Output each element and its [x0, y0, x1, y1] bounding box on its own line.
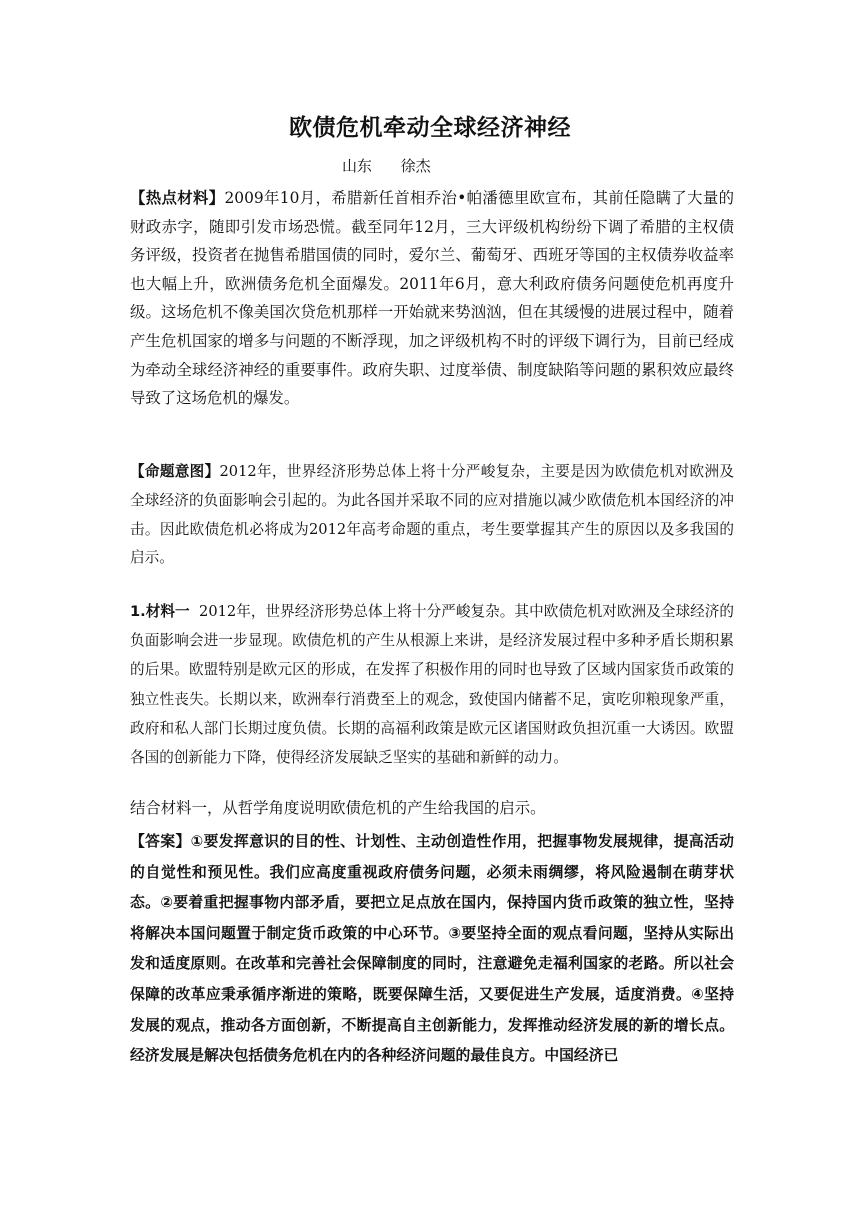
intent-text: 2012年，世界经济形势总体上将十分严峻复杂，主要是因为欧债危机对欧洲及全球经济的负面影响会引起的。为此各国并采取不同的应对措施以减少欧债危机本国经济的冲击。因此欧债危机必将成为2012年高考命题的重点，考生要掌握其产生的原因以及多我国的启示。 [130, 463, 734, 567]
author-line: 山东 徐杰 [342, 157, 431, 175]
page-title: 欧债危机牵动全球经济神经 [289, 115, 571, 141]
material-one-paragraph [130, 597, 734, 772]
intent-tag: 【命题意图】 [130, 463, 220, 480]
hot-material-text: 2009年10月，希腊新任首相乔治•帕潘德里欧宣布，其前任隐瞒了大量的财政赤字，随即引发市场恐慌。截至同年12月，三大评级机构纷纷下调了希腊的主权债务评级，投资者在抛售希腊国债的同时，爱尔兰、葡萄牙、西班牙等国的主权债券收益率也大幅上升，欧洲债务危机全面爆发。2011年6月，意大利政府债务问题使危机再度升级。这场危机不像美国次贷危机那样一开始就来势汹汹，但在其缓慢的进展过程中，随着产生危机国家的增多与问题的不断浮现，加之评级机构不时的评级下调行为，目前已经成为牵动全球经济神经的重要事件。政府失职、过度举债、制度缺陷等问题的累积效应最终导致了这场危机的爆发。 [130, 189, 734, 408]
intent-paragraph [130, 458, 734, 573]
material-one-label: 1.材料一 [130, 603, 190, 620]
hot-material-paragraph [130, 184, 734, 413]
answer-paragraph [130, 827, 734, 1072]
hot-material-tag: 【热点材料】 [130, 189, 225, 207]
answer-tag: 【答案】 [130, 833, 191, 850]
answer-text: ①要发挥意识的目的性、计划性、主动创造性作用，把握事物发展规律，提高活动的自觉性和预见性。我们应高度重视政府债务问题，必须未雨绸缪，将风险遏制在萌芽状态。②要着重把握事物内部矛盾，要把立足点放在国内，保持国内货币政策的独立性，坚持将解决本国问题置于制定货币政策的中心环节。③要坚持全面的观点看问题，坚持从实际出发和适度原则。在改革和完善社会保障制度的同时，注意避免走福利国家的老路。所以社会保障的改革应秉承循序渐进的策略，既要保障生活，又要促进生产发展，适度消费。④坚持发展的观点，推动各方面创新，不断提高自主创新能力，发挥推动经济发展的新的增长点。经济发展是解决包括债务危机在内的各种经济问题的最佳良方。中国经济已 [130, 833, 734, 1065]
question-line: 结合材料一，从哲学角度说明欧债危机的产生给我国的启示。 [130, 799, 546, 817]
material-one-text: 2012年，世界经济形势总体上将十分严峻复杂。其中欧债危机对欧洲及全球经济的负面影响会进一步显现。欧债危机的产生从根源上来讲，是经济发展过程中多种矛盾长期积累的后果。欧盟特别是欧元区的形成，在发挥了积极作用的同时也导致了区域内国家货币政策的独立性丧失。长期以来，欧洲奉行消费至上的观念，致使国内储蓄不足，寅吃卯粮现象严重，政府和私人部门长期过度负债。长期的高福利政策是欧元区诸国财政负担沉重一大诱因。欧盟各国的创新能力下降，使得经济发展缺乏坚实的基础和新鲜的动力。 [130, 603, 734, 767]
